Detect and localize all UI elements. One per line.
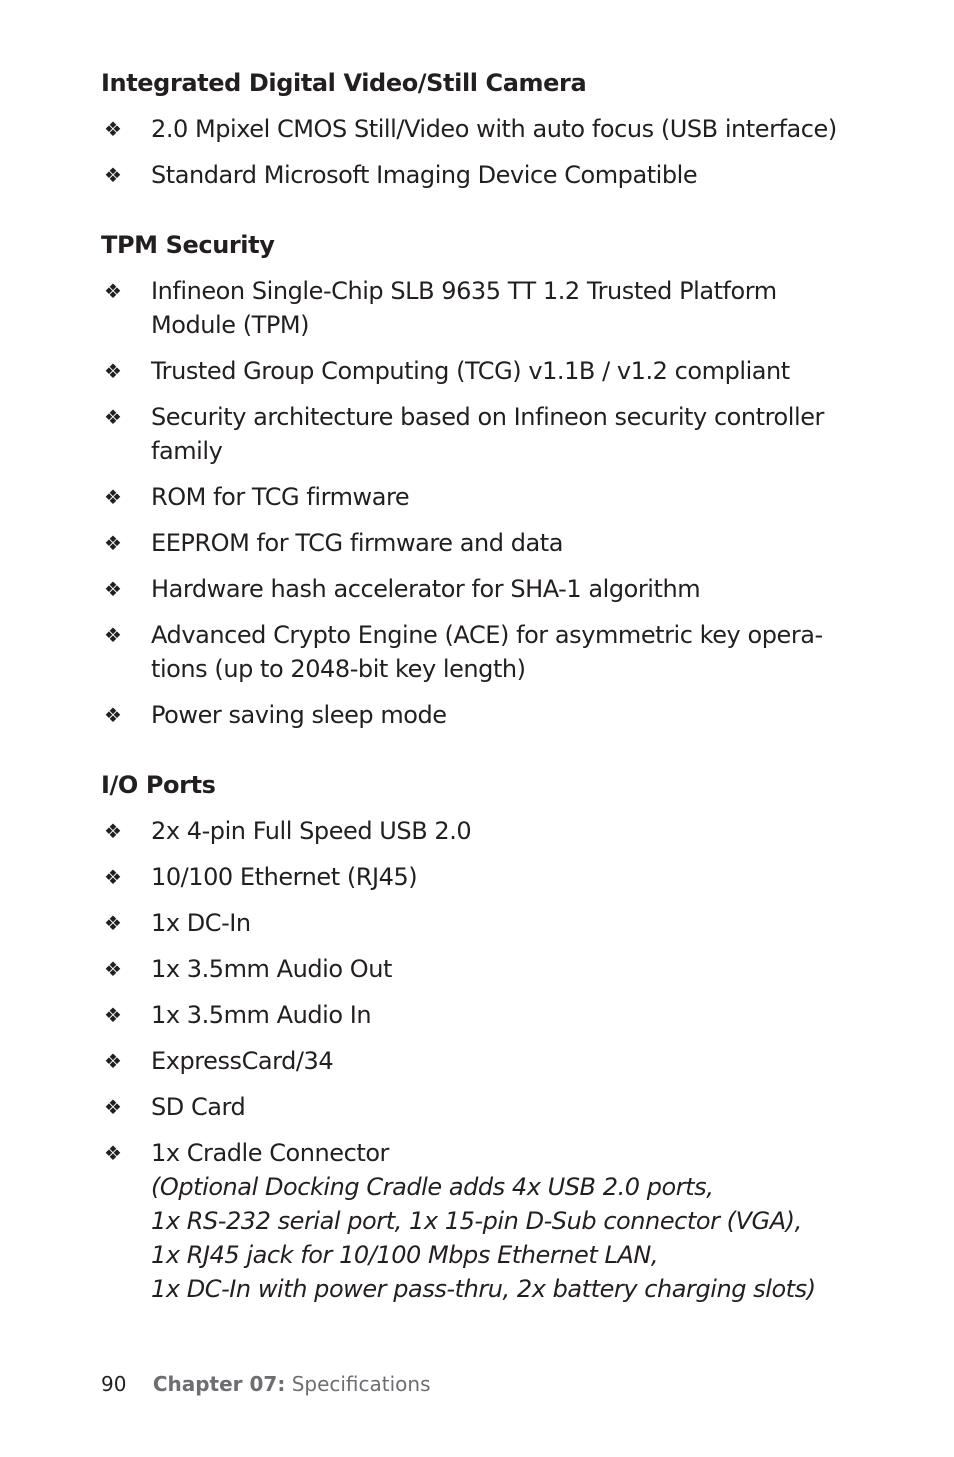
list-item	[101, 400, 861, 468]
list-item	[101, 354, 861, 388]
item-text: Infineon Single-Chip SLB 9635 TT 1.2 Trusted Platform Module (TPM)	[151, 277, 777, 339]
section-title: I/O Ports	[101, 771, 216, 799]
section-title: TPM Security	[101, 231, 275, 259]
spec-list	[101, 814, 861, 1306]
item-text: 1x Cradle Connector	[151, 1139, 389, 1167]
item-text: Trusted Group Computing (TCG) v1.1B / v1.2 compliant	[151, 357, 790, 385]
item-text: 2x 4-pin Full Speed USB 2.0	[151, 817, 472, 845]
list-item	[101, 1044, 861, 1078]
diamond-bullet-icon: ❖	[104, 1003, 122, 1027]
diamond-bullet-icon: ❖	[104, 163, 122, 187]
diamond-bullet-icon: ❖	[104, 623, 122, 647]
diamond-bullet-icon: ❖	[104, 865, 122, 889]
item-text: 1x 3.5mm Audio In	[151, 1001, 372, 1029]
section-tpm-security	[101, 228, 861, 732]
item-text: 2.0 Mpixel CMOS Still/Video with auto focus (USB interface)	[151, 115, 837, 143]
diamond-bullet-icon: ❖	[104, 911, 122, 935]
list-item	[101, 480, 861, 514]
item-text: Hardware hash accelerator for SHA-1 algorithm	[151, 575, 701, 603]
item-text: Power saving sleep mode	[151, 701, 447, 729]
item-text: ExpressCard/34	[151, 1047, 334, 1075]
chapter-name: Specifications	[291, 1372, 431, 1396]
item-text: Advanced Crypto Engine (ACE) for asymmetric key operations (up to 2048-bit key length)	[151, 621, 824, 683]
diamond-bullet-icon: ❖	[104, 1049, 122, 1073]
diamond-bullet-icon: ❖	[104, 703, 122, 727]
item-text: Security architecture based on Infineon security controller family	[151, 403, 824, 465]
item-text: 1x 3.5mm Audio Out	[151, 955, 392, 983]
list-item	[101, 526, 861, 560]
diamond-bullet-icon: ❖	[104, 1141, 122, 1165]
spec-list	[101, 274, 861, 732]
list-item	[101, 952, 861, 986]
document-page	[101, 66, 861, 1342]
item-text: SD Card	[151, 1093, 246, 1121]
list-item	[101, 814, 861, 848]
diamond-bullet-icon: ❖	[104, 1095, 122, 1119]
diamond-bullet-icon: ❖	[104, 279, 122, 303]
list-item	[101, 274, 861, 342]
list-item	[101, 860, 861, 894]
item-text: EEPROM for TCG firmware and data	[151, 529, 564, 557]
list-item	[101, 906, 861, 940]
chapter-label: Chapter 07:	[152, 1372, 286, 1396]
item-text: Standard Microsoft Imaging Device Compatible	[151, 161, 698, 189]
section-camera	[101, 66, 861, 192]
list-item	[101, 1136, 861, 1306]
diamond-bullet-icon: ❖	[104, 531, 122, 555]
list-item	[101, 618, 861, 686]
diamond-bullet-icon: ❖	[104, 359, 122, 383]
list-item	[101, 158, 861, 192]
list-item	[101, 698, 861, 732]
page-footer	[101, 1370, 431, 1398]
diamond-bullet-icon: ❖	[104, 577, 122, 601]
list-item	[101, 1090, 861, 1124]
diamond-bullet-icon: ❖	[104, 819, 122, 843]
item-text: 10/100 Ethernet (RJ45)	[151, 863, 418, 891]
list-item	[101, 572, 861, 606]
diamond-bullet-icon: ❖	[104, 405, 122, 429]
diamond-bullet-icon: ❖	[104, 485, 122, 509]
item-note: (Optional Docking Cradle adds 4x USB 2.0 ports, 1x RS-232 serial port, 1x 15-pin D-Sub connector (VGA), 1x RJ45 jack for 10/100 Mbps Ethernet LAN, 1x DC-In with power pass-thru, 2x battery charging slots)	[151, 1173, 816, 1303]
list-item	[101, 112, 861, 146]
item-text: 1x DC-In	[151, 909, 251, 937]
list-item	[101, 998, 861, 1032]
section-io-ports	[101, 768, 861, 1306]
section-title: Integrated Digital Video/Still Camera	[101, 69, 587, 97]
spec-list	[101, 112, 861, 192]
diamond-bullet-icon: ❖	[104, 117, 122, 141]
page-number: 90	[101, 1372, 127, 1396]
item-text: ROM for TCG firmware	[151, 483, 410, 511]
diamond-bullet-icon: ❖	[104, 957, 122, 981]
